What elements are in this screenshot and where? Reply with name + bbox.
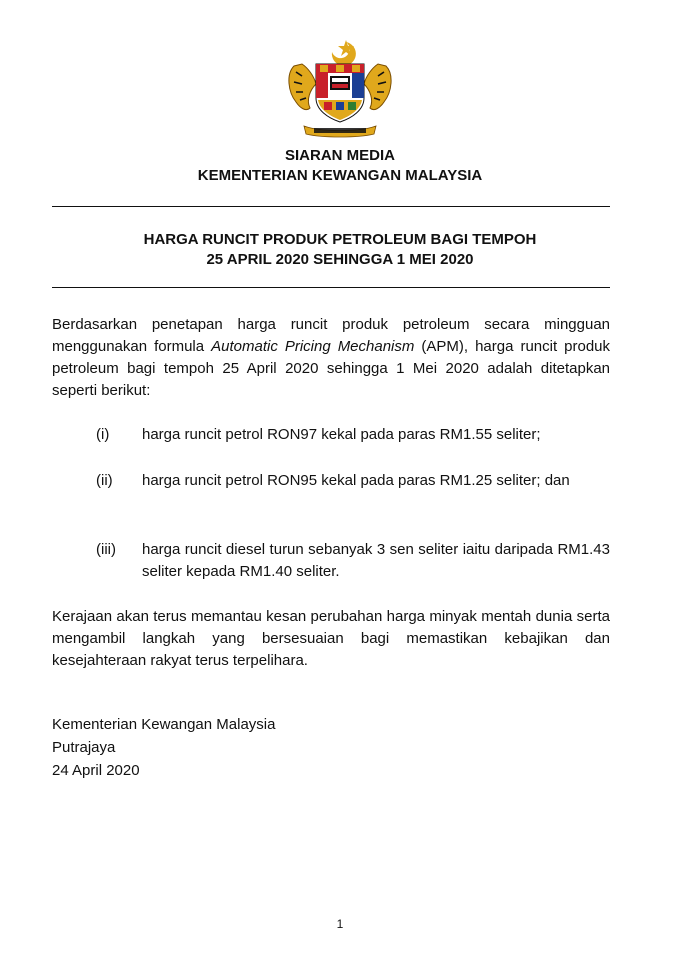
ministry-name: KEMENTERIAN KEWANGAN MALAYSIA bbox=[197, 167, 483, 184]
list-item-number: (i) bbox=[96, 426, 110, 443]
malaysia-coat-of-arms-icon bbox=[280, 38, 400, 138]
bottom-divider bbox=[52, 287, 610, 288]
list-item-text: harga runcit petrol RON97 kekal pada paras RM1.55 seliter; bbox=[142, 426, 541, 443]
intro-text-italic: Automatic Pricing Mechanism bbox=[211, 338, 415, 355]
closing-paragraph: Kerajaan akan terus memantau kesan perubahan harga minyak mentah dunia serta mengambil langkah yang bersesuaian bagi memastikan kebajikan dan kesejahteraan rakyat terus terpelihara. bbox=[52, 608, 610, 669]
title-line-1: HARGA RUNCIT PRODUK PETROLEUM BAGI TEMPOH bbox=[143, 231, 537, 248]
title-line-2: 25 APRIL 2020 SEHINGGA 1 MEI 2020 bbox=[206, 251, 474, 268]
intro-paragraph bbox=[52, 314, 610, 402]
page-number: 1 bbox=[336, 917, 344, 931]
signature-ministry: Kementerian Kewangan Malaysia bbox=[52, 716, 276, 733]
media-release-label: SIARAN MEDIA bbox=[284, 147, 395, 164]
intro-text-2: (APM), harga runcit produk petroleum bagi tempoh 25 April 2020 sehingga 1 Mei 2020 adalah ditetapkan seperti berikut: bbox=[52, 338, 610, 399]
signature-city: Putrajaya bbox=[52, 739, 116, 756]
list-item-text: harga runcit petrol RON95 kekal pada paras RM1.25 seliter; dan bbox=[142, 472, 570, 489]
top-divider bbox=[52, 206, 610, 207]
signature-date: 24 April 2020 bbox=[52, 762, 140, 779]
list-item-text: harga runcit diesel turun sebanyak 3 sen seliter iaitu daripada RM1.43 seliter kepada RM1.40 seliter. bbox=[142, 541, 610, 580]
list-item-number: (ii) bbox=[96, 472, 113, 489]
intro-text-1: Berdasarkan penetapan harga runcit produk petroleum secara mingguan menggunakan formula bbox=[52, 316, 610, 355]
list-item-number: (iii) bbox=[96, 541, 116, 558]
